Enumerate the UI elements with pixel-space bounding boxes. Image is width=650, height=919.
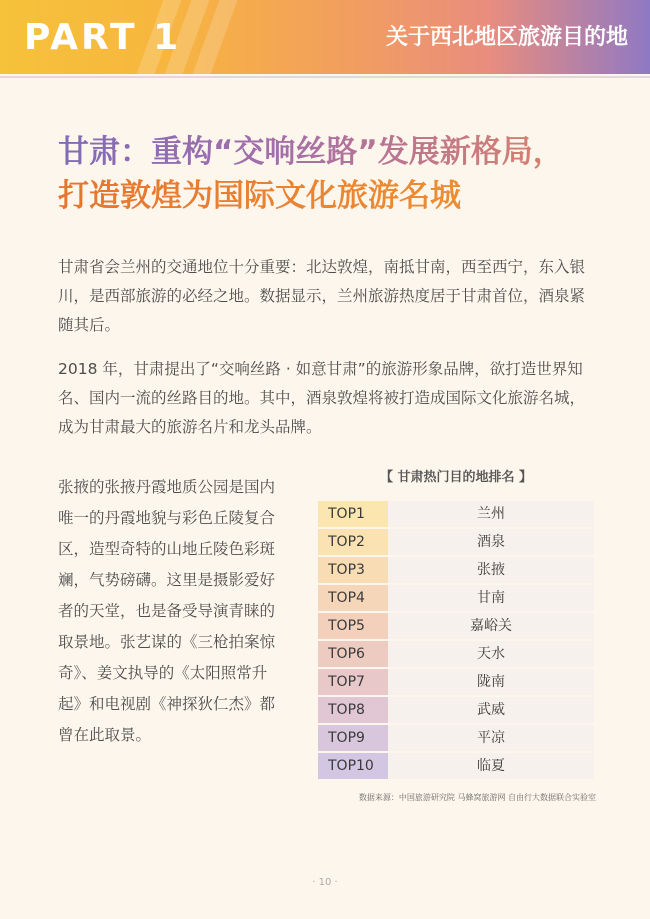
ranking-row xyxy=(318,585,594,611)
rank-label: TOP10 xyxy=(318,753,388,779)
ranking-row xyxy=(318,753,594,779)
ranking-row xyxy=(318,501,594,527)
title-line-1: 甘肃：重构“交响丝路”发展新格局， xyxy=(58,130,564,174)
ranking-row xyxy=(318,669,594,695)
rank-label: TOP2 xyxy=(318,529,388,555)
data-source: 数据来源：中国旅游研究院 马蜂窝旅游网 自由行大数据联合实验室 xyxy=(358,793,596,802)
page-header xyxy=(0,0,650,74)
ranking-table xyxy=(318,501,594,781)
ranking-row xyxy=(318,725,594,751)
header-divider xyxy=(0,76,650,78)
destination-name: 酒泉 xyxy=(388,529,594,555)
destination-name: 武威 xyxy=(388,697,594,723)
destination-name: 临夏 xyxy=(388,753,594,779)
destination-name: 甘南 xyxy=(388,585,594,611)
destination-name: 嘉峪关 xyxy=(388,613,594,639)
ranking-row xyxy=(318,697,594,723)
rank-label: TOP8 xyxy=(318,697,388,723)
page-number: · 10 · xyxy=(312,877,338,888)
destination-name: 天水 xyxy=(388,641,594,667)
article-title xyxy=(58,130,618,218)
destination-name: 陇南 xyxy=(388,669,594,695)
destination-name: 兰州 xyxy=(388,501,594,527)
ranking-row xyxy=(318,529,594,555)
paragraph-brand: 2018 年，甘肃提出了“交响丝路 · 如意甘肃”的旅游形象品牌，欲打造世界知名、国内一流的丝路目的地。其中，酒泉敦煌将被打造成国际文化旅游名城，成为甘肃最大的旅游名片和龙头品牌。 xyxy=(58,360,586,436)
rank-label: TOP5 xyxy=(318,613,388,639)
ranking-caption: 【 甘肃热门目的地排名 】 xyxy=(379,470,533,485)
ranking-row xyxy=(318,557,594,583)
rank-label: TOP9 xyxy=(318,725,388,751)
title-line-2: 打造敦煌为国际文化旅游名城 xyxy=(58,174,461,218)
destination-name: 平凉 xyxy=(388,725,594,751)
part-label: PART 1 xyxy=(24,17,182,58)
destination-name: 张掖 xyxy=(388,557,594,583)
rank-label: TOP4 xyxy=(318,585,388,611)
rank-label: TOP6 xyxy=(318,641,388,667)
ranking-row xyxy=(318,641,594,667)
rank-label: TOP1 xyxy=(318,501,388,527)
ranking-row xyxy=(318,613,594,639)
section-title: 关于西北地区旅游目的地 xyxy=(385,25,628,50)
rank-label: TOP7 xyxy=(318,669,388,695)
paragraph-lanzhou: 甘肃省会兰州的交通地位十分重要：北达敦煌，南抵甘南，西至西宁，东入银川，是西部旅游的必经之地。数据显示，兰州旅游热度居于甘肃首位，酒泉紧随其后。 xyxy=(58,258,586,334)
paragraph-zhangye: 张掖的张掖丹霞地质公园是国内唯一的丹霞地貌与彩色丘陵复合区，造型奇特的山地丘陵色彩斑斓，气势磅礴。这里是摄影爱好者的天堂，也是备受导演青睐的取景地。张艺谋的《三枪拍案惊奇》、姜文执导的《太阳照常升起》和电视剧《神探狄仁杰》都曾在此取景。 xyxy=(58,478,276,744)
rank-label: TOP3 xyxy=(318,557,388,583)
